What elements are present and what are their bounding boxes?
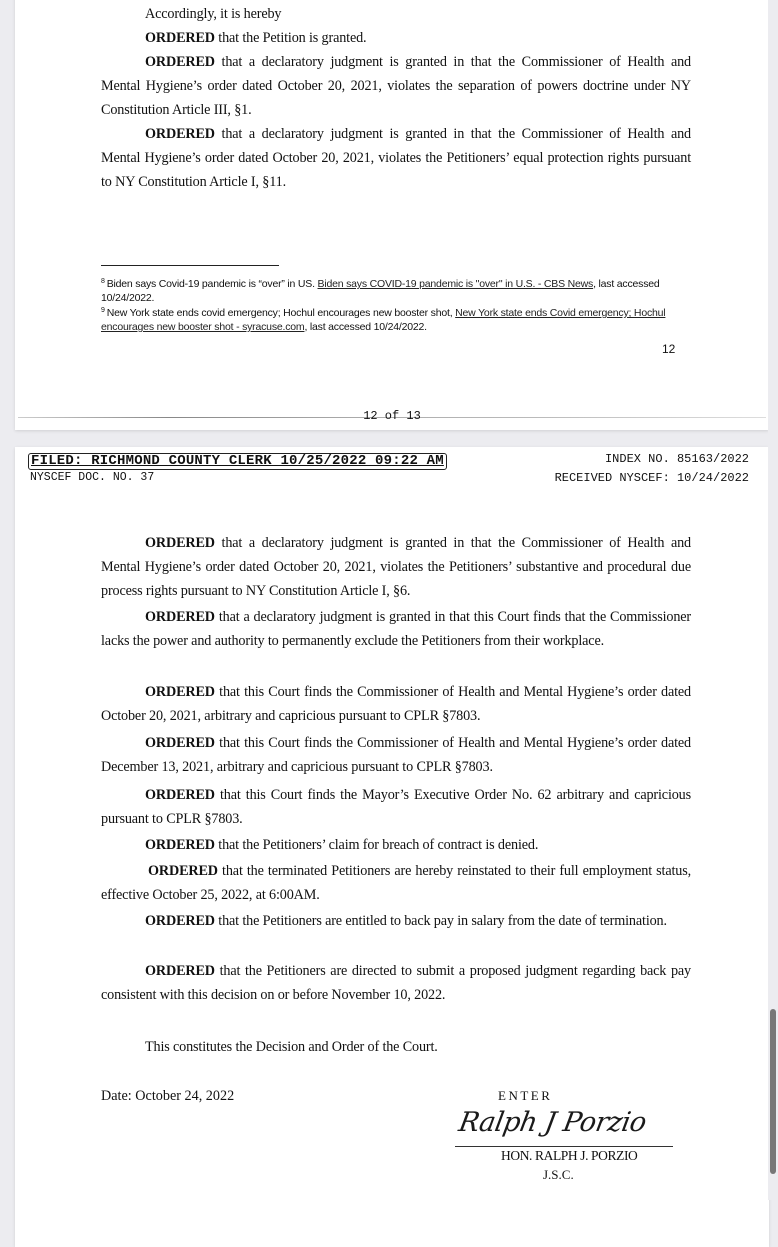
paragraph-text: Accordingly, it is hereby [145,6,282,22]
index-number: INDEX NO. 85163/2022 [604,452,749,466]
decision-date: Date: October 24, 2022 [101,1088,235,1104]
order-text: that this Court finds the Mayor’s Executive Order No. 62 arbitrary and capricious pursuant to CPLR §7803. [101,787,691,827]
footnote-text: Biden says Covid-19 pandemic is “over” in US. [106,278,318,290]
order-text: that a declaratory judgment is granted in that the Commissioner of Health and Mental Hygiene’s order dated October 20, 2021, violates the Petitioners’ equal protection rights pursuant to NY Constitution Article I, §11. [101,126,691,190]
document-page-13 [15,447,769,1247]
order-paragraph [101,605,691,653]
order-text: that the terminated Petitioners are hereby reinstated to their full employment status, effective October 25, 2022, at 6:00AM. [101,863,691,903]
signature-line [455,1146,673,1147]
ordered-lead: ORDERED [145,126,215,142]
ordered-lead: ORDERED [148,863,218,879]
document-page-12 [15,0,769,430]
closing-statement [101,1035,691,1059]
footnote-link[interactable]: New York state ends Covid emergency; Hochul encourages new booster shot - syracuse.com [101,307,666,333]
order-paragraph [101,50,691,122]
ordered-lead: ORDERED [145,837,215,853]
ordered-lead: ORDERED [145,787,215,803]
nyscef-doc-number: NYSCEF DOC. NO. 37 [30,471,155,484]
page-number: 12 [662,342,676,356]
order-paragraph [101,783,691,831]
order-text: that the Petitioners are entitled to back pay in salary from the date of termination. [214,913,667,929]
order-text: that a declaratory judgment is granted in that this Court finds that the Commissioner lacks the power and authority to permanently exclude the Petitioners from their workplace. [101,609,691,649]
filed-stamp: FILED: RICHMOND COUNTY CLERK 10/25/2022 09:22 AM [28,453,447,470]
order-paragraph [101,909,691,933]
enter-label: ENTER [498,1088,553,1103]
order-paragraph [101,26,691,50]
order-text: that the Petition is granted. [214,30,367,46]
order-text: that the Petitioners’ claim for breach of contract is denied. [214,837,539,853]
paragraph-accordingly [101,2,691,26]
order-text: that a declaratory judgment is granted in that the Commissioner of Health and Mental Hygiene’s order dated October 20, 2021, violates the Petitioners’ substantive and procedural due process rights pursuant to NY Constitution Article I, §6. [101,535,691,599]
ordered-lead: ORDERED [145,963,215,979]
order-paragraph [101,531,691,603]
ordered-lead: ORDERED [145,735,215,751]
ordered-lead: ORDERED [145,30,215,46]
footnote-text: New York state ends covid emergency; Hochul encourages new booster shot, [106,307,456,319]
ordered-lead: ORDERED [145,535,215,551]
order-paragraph [101,122,691,194]
judge-signature: Ralph J Porzio [456,1107,649,1138]
order-text: that the Petitioners are directed to submit a proposed judgment regarding back pay consistent with this decision on or before November 10, 2022. [101,963,691,1003]
order-text: that this Court finds the Commissioner of Health and Mental Hygiene’s order dated December 13, 2021, arbitrary and capricious pursuant to CPLR §7803. [101,735,691,775]
ordered-lead: ORDERED [145,609,215,625]
footnote-text: , last accessed 10/24/2022. [304,321,427,333]
footnote-number: 8 [101,278,105,285]
scrollbar-track[interactable] [768,0,778,1200]
page-count-text: 12 of 13 [363,409,421,423]
footnote-divider [101,265,279,266]
order-text: that this Court finds the Commissioner of Health and Mental Hygiene’s order dated October 20, 2021, arbitrary and capricious pursuant to CPLR §7803. [101,684,691,724]
ordered-lead: ORDERED [145,913,215,929]
order-paragraph [101,731,691,779]
footnote-text: , last accessed 10/24/2022. [101,278,660,304]
ordered-lead: ORDERED [145,54,215,70]
page-count-label [15,409,769,423]
order-paragraph [101,833,691,857]
scrollbar-thumb[interactable] [770,1009,776,1174]
order-paragraph [101,859,691,907]
footnote-8 [101,275,681,305]
ordered-lead: ORDERED [145,684,215,700]
judge-name: HON. RALPH J. PORZIO [501,1148,638,1163]
order-paragraph [101,959,691,1007]
judge-title: J.S.C. [543,1167,574,1182]
closing-text: This constitutes the Decision and Order of the Court. [145,1039,438,1055]
footnote-9 [101,304,681,334]
order-text: that a declaratory judgment is granted in that the Commissioner of Health and Mental Hygiene’s order dated October 20, 2021, violates the separation of powers doctrine under NY Constitution Article III, §1. [101,54,691,118]
footnote-link[interactable]: Biden says COVID-19 pandemic is "over" in U.S. - CBS News [317,278,594,290]
received-date: RECEIVED NYSCEF: 10/24/2022 [554,471,749,485]
footnote-number: 9 [101,307,105,314]
order-paragraph [101,680,691,728]
